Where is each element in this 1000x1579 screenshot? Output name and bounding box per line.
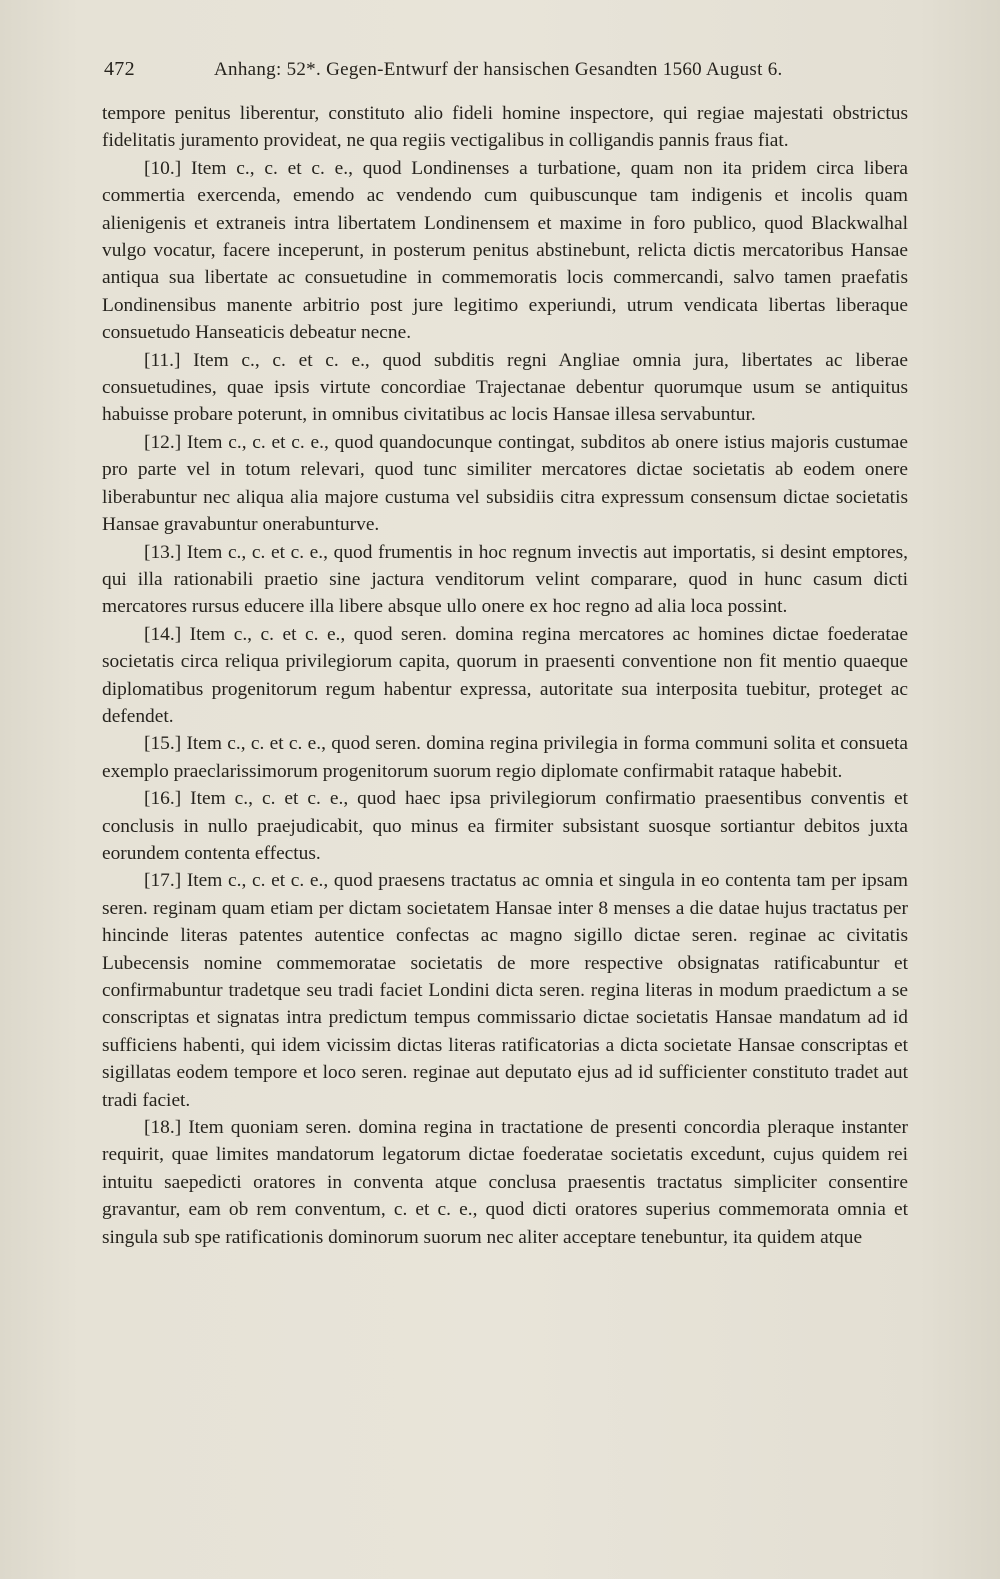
clause-number: [13.] [144,541,182,563]
clause-number: [17.] [144,870,182,892]
clause-12 [102,429,908,539]
clause-number: [11.] [144,349,181,371]
clause-text: Item c., c. et c. e., quod frumentis in hoc regnum invectis aut importatis, si desint emptores, qui illa rationabili praetio sine jactura venditorum velint comparare, quod in hunc casum dicti mercatores rursus educere illa libere absque ullo onere ex hoc regno ad alia loca possint. [102,541,908,618]
clause-10 [102,155,908,347]
clause-13 [102,539,908,621]
clause-text: Item c., c. et c. e., quod Londinenses a turbatione, quam non ita pridem circa libera commertia exercenda, emendo ac vendendo cum quibuscunque tam indigenis et incolis quam alienigenis et extraneis intra libertatem Londinensem et maxime in foro publico, quod Blackwalhal vulgo vocatur, facere inceperunt, in posterum penitus abstinebunt, relicta dictis mercatoribus Hansae antiqua sua libertate ac consuetudine in commemoratis locis commercandi, salvo tamen praefatis Londinensibus manente arbitrio post jure legitimo experiundi, utrum vendicata libertas liberaque consuetudo Hanseaticis debeatur necne. [102,157,908,344]
paragraph-text: tempore penitus liberentur, constituto alio fideli homine inspectore, qui regiae majestati obstrictus fidelitatis juramento provideat, ne qua regiis vectigalibus in colligandis pannis fraus fiat. [102,103,908,152]
clause-text: Item c., c. et c. e., quod quandocunque contingat, subditos ab onere istius majoris custumae pro parte vel in totum relevari, quod tunc similiter mercatores dictae societatis ab eodem onere liberabuntur nec aliqua alia majore custuma vel subsidiis citra expressum consensum dictae societatis Hansae gravabuntur onerabunturve. [102,431,908,536]
clause-text: Item c., c. et c. e., quod seren. domina regina privilegia in forma communi solita et consueta exemplo praeclarissimorum progenitorum suorum regio diplomate confirmabit rataque habebit. [102,733,908,782]
clause-11 [102,347,908,429]
clause-number: [12.] [144,431,182,453]
body-text [88,100,908,1251]
clause-text: Item quoniam seren. domina regina in tractatione de presenti concordia pleraque instanter requirit, quae limites mandatorum legatorum dictae foederatae societatis excedunt, cujus quidem rei intuitu saepedicti oratores in conventa atque conclusa praesentis tractatus simpliciter consentire gravantur, eam ob rem conventum, c. et c. e., quod dicti oratores superius commemorata omnia et singula sub spe ratificationis dominorum suorum nec aliter acceptare tenebuntur, ita quidem atque [102,1117,908,1248]
clause-text: Item c., c. et c. e., quod haec ipsa privilegiorum confirmatio praesentibus conventis et conclusis in nullo praejudicabit, quo minus ea firmiter subsistant suosque sortiantur debitos juxta eorundem contenta effectus. [102,788,908,864]
clause-text: Item c., c. et c. e., quod seren. domina regina mercatores ac homines dictae foederatae societatis circa reliqua privilegiorum capita, quorum in praesenti conventione non fit mentio quaeque diplomatibus progenitorum regum habentur expressa, autoritate sua interposita tuebitur, proteget ac defendet. [102,623,908,727]
clause-number: [14.] [144,623,182,645]
paragraph-continued [102,100,908,155]
clause-number: [16.] [144,788,182,810]
clause-18 [102,1114,908,1251]
clause-17 [102,867,908,1114]
clause-number: [15.] [144,733,182,755]
running-title: Anhang: 52*. Gegen-Entwurf der hansischen Gesandten 1560 August 6. [214,59,783,80]
page-number: 472 [104,58,135,80]
clause-number: [18.] [144,1117,182,1139]
clause-14 [102,621,908,731]
running-head [88,58,908,92]
clause-15 [102,730,908,785]
clause-number: [10.] [144,157,182,179]
clause-text: Item c., c. et c. e., quod praesens tractatus ac omnia et singula in eo contenta tam per ipsam seren. reginam quam etiam per dictam societatem Hansae inter 8 menses a die datae hujus tractatus per hincinde literas patentes autentice confectas ac magno sigillo dictae seren. reginae ac civitatis Lubecensis nomine commemoratae societatis de more respective obsignatas ratificabuntur et confirmabuntur tradetque seu tradi faciet Londini dicta seren. regina literas in modum praedictum a se conscriptas et signatas intra predictum tempus commissario dictae societatis Hansae mandatum ad id sufficiens habenti, qui idem vicissim dictas literas ratificatorias a dicta societate Hansae conscriptas et sigillatas eodem tempore et loco seren. reginae aut deputato ejus ad id sufficienter constituto tradet aut tradi faciet. [102,870,908,1111]
clause-text: Item c., c. et c. e., quod subditis regni Angliae omnia jura, libertates ac liberae consuetudines, quae ipsis virtute concordiae Trajectanae debentur quorumque usum se antiquitus habuisse probare poterunt, in omnibus civitatibus ac locis Hansae illesa servabuntur. [102,349,908,426]
clause-16 [102,785,908,867]
